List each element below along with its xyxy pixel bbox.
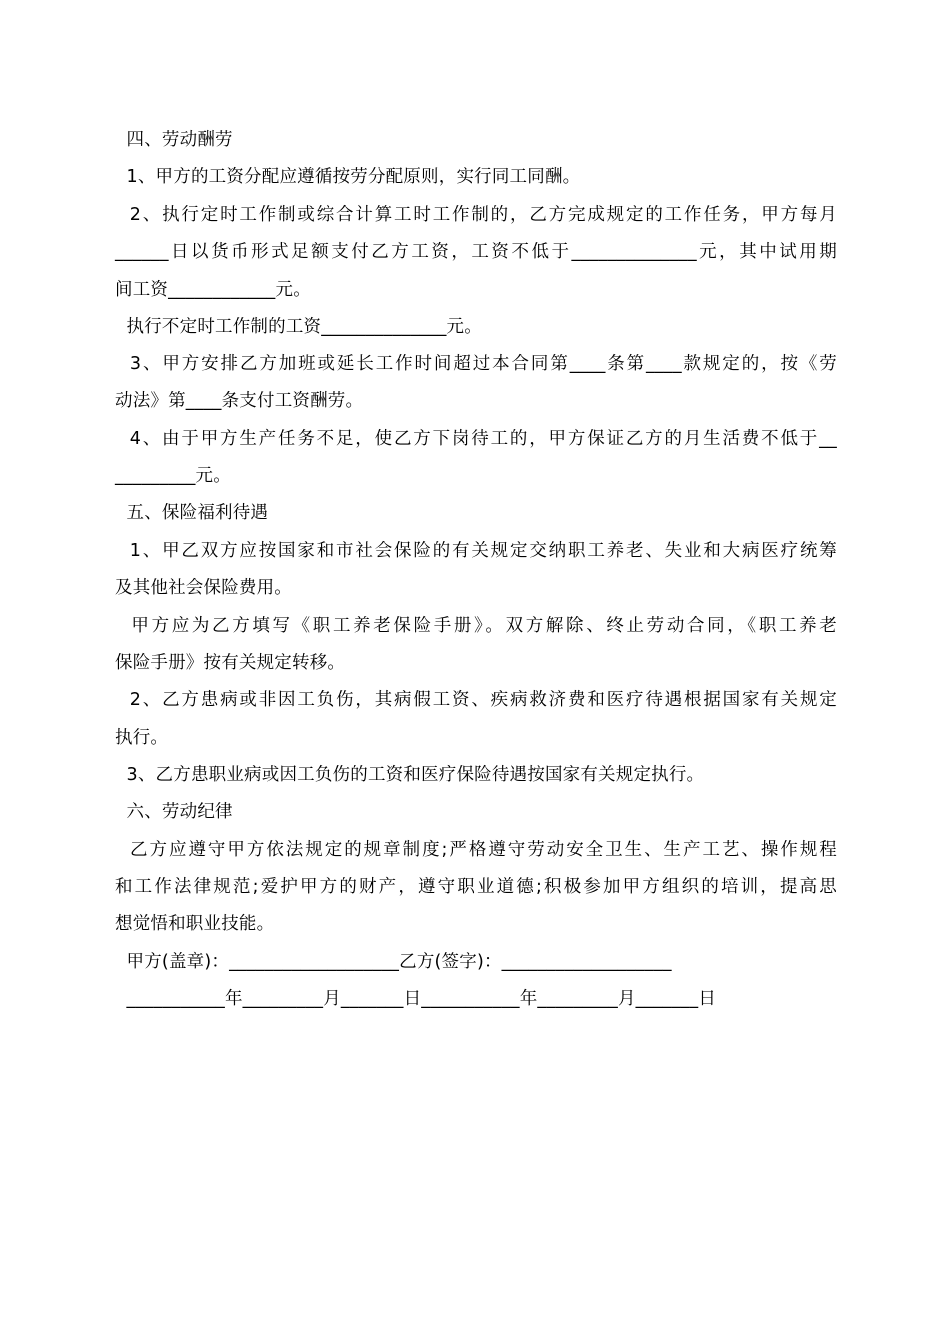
paragraph-line: 执行。 — [115, 728, 169, 748]
paragraph-line: 及其他社会保险费用。 — [115, 578, 292, 598]
paragraph-line: 乙方应遵守甲方依法规定的规章制度;严格遵守劳动安全卫生、生产工艺、操作规程 — [115, 840, 837, 860]
section-heading-labor-pay: 四、劳动酬劳 — [115, 130, 233, 150]
paragraph-line: 执行不定时工作制的工资______________元。 — [115, 317, 482, 337]
paragraph-line: 1、甲乙双方应按国家和市社会保险的有关规定交纳职工养老、失业和大病医疗统筹 — [115, 541, 837, 561]
paragraph-line: _________元。 — [115, 466, 231, 486]
paragraph-line: 2、执行定时工作制或综合计算工时工作制的，乙方完成规定的工作任务，甲方每月 — [115, 205, 837, 225]
paragraph-line: 1、甲方的工资分配应遵循按劳分配原则，实行同工同酬。 — [115, 167, 581, 187]
paragraph-line: 保险手册》按有关规定转移。 — [115, 653, 346, 673]
section-heading-insurance-benefits: 五、保险福利待遇 — [115, 503, 269, 523]
paragraph-line: 动法》第____条支付工资酬劳。 — [115, 391, 364, 411]
paragraph-line: 间工资____________元。 — [115, 280, 311, 300]
paragraph-line: 4、由于甲方生产任务不足，使乙方下岗待工的，甲方保证乙方的月生活费不低于__ — [115, 429, 837, 449]
signature-line: 甲方(盖章)：___________________乙方(签字)：___________________ — [115, 952, 672, 972]
paragraph-line: 和工作法律规范;爱护甲方的财产，遵守职业道德;积极参加甲方组织的培训，提高思 — [115, 877, 837, 897]
paragraph-line: 甲方应为乙方填写《职工养老保险手册》。双方解除、终止劳动合同，《职工养老 — [115, 616, 837, 636]
paragraph-line: 3、甲方安排乙方加班或延长工作时间超过本合同第____条第____款规定的，按《劳 — [115, 354, 837, 374]
date-line: ___________年_________月_______日___________年_________月_______日 — [115, 989, 717, 1009]
section-heading-labor-discipline: 六、劳动纪律 — [115, 802, 233, 822]
paragraph-line: ______日以货币形式足额支付乙方工资，工资不低于______________元，其中试用期 — [115, 242, 837, 262]
paragraph-line: 想觉悟和职业技能。 — [115, 914, 275, 934]
paragraph-line: 2、乙方患病或非因工负伤，其病假工资、疾病救济费和医疗待遇根据国家有关规定 — [115, 690, 837, 710]
paragraph-line: 3、乙方患职业病或因工负伤的工资和医疗保险待遇按国家有关规定执行。 — [115, 765, 705, 785]
